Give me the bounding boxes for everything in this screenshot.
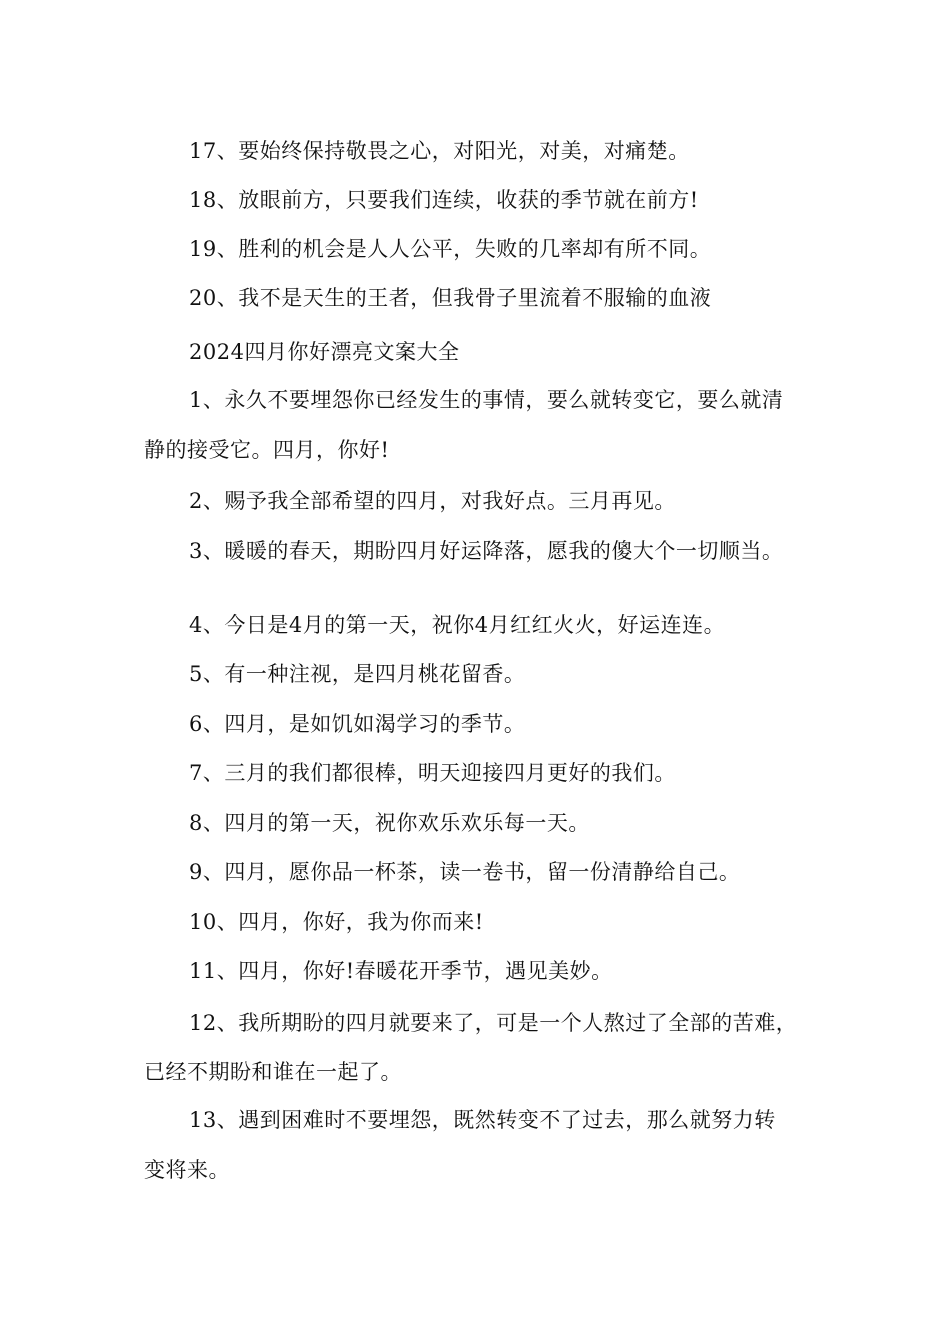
text-line-8: 8、四月的第一天，祝你欢乐欢乐每一天。 (189, 811, 590, 835)
text-line-18: 18、放眼前方，只要我们连续，收获的季节就在前方! (189, 188, 699, 212)
text-line-17: 17、要始终保持敬畏之心，对阳光，对美，对痛楚。 (189, 139, 690, 163)
text-line-7: 7、三月的我们都很棒，明天迎接四月更好的我们。 (189, 761, 676, 785)
text-line-9: 9、四月，愿你品一杯茶，读一卷书，留一份清静给自己。 (189, 860, 741, 884)
text-line-1a: 1、永久不要埋怨你已经发生的事情，要么就转变它，要么就清 (189, 388, 784, 412)
text-line-12b: 已经不期盼和谁在一起了。 (144, 1060, 402, 1084)
text-line-19: 19、胜利的机会是人人公平，失败的几率却有所不同。 (189, 237, 712, 261)
text-line-13a: 13、遇到困难时不要埋怨，既然转变不了过去，那么就努力转 (189, 1108, 776, 1132)
text-line-13b: 变将来。 (144, 1158, 230, 1182)
text-line-6: 6、四月，是如饥如渴学习的季节。 (189, 712, 526, 736)
text-line-1b: 静的接受它。四月，你好! (144, 438, 390, 462)
text-line-4: 4、今日是4月的第一天，祝你4月红红火火，好运连连。 (189, 613, 726, 637)
text-line-12a: 12、我所期盼的四月就要来了，可是一个人熬过了全部的苦难， (189, 1011, 798, 1035)
text-line-2: 2、赐予我全部希望的四月，对我好点。三月再见。 (189, 489, 676, 513)
text-line-20: 20、我不是天生的王者，但我骨子里流着不服输的血液 (189, 286, 712, 310)
section-heading: 2024四月你好漂亮文案大全 (189, 340, 460, 364)
text-line-10: 10、四月，你好，我为你而来! (189, 910, 484, 934)
text-line-11: 11、四月，你好!春暖花开季节，遇见美妙。 (189, 959, 613, 983)
text-line-3: 3、暖暖的春天，期盼四月好运降落，愿我的傻大个一切顺当。 (189, 539, 784, 563)
text-line-5: 5、有一种注视，是四月桃花留香。 (189, 662, 526, 686)
